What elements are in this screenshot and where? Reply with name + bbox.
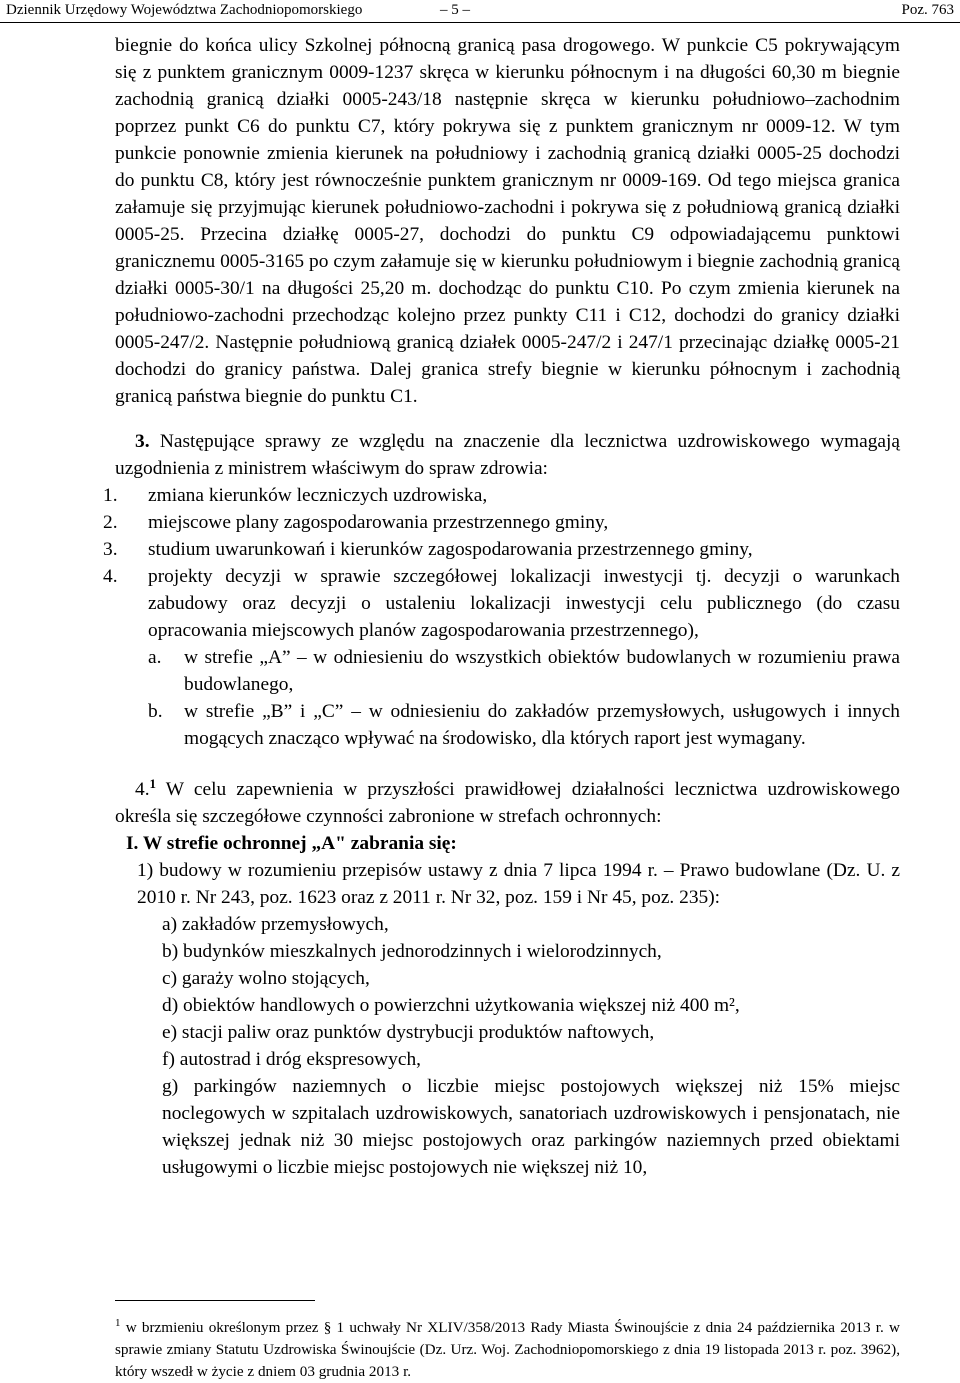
list-item: a) zakładów przemysłowych, — [162, 914, 389, 935]
item-letter: a. — [148, 647, 162, 668]
page-number: – 5 – — [440, 2, 470, 18]
section-4-number: 4. — [135, 779, 150, 800]
item-number: 2. — [103, 512, 118, 533]
list-item — [103, 482, 900, 509]
item-number: 4. — [103, 566, 118, 587]
item-number: 3. — [103, 539, 118, 560]
section-3-intro — [115, 428, 900, 482]
item-text: studium uwarunkowań i kierunków zagospodarowania przestrzennego gminy, — [148, 539, 753, 560]
document-body — [103, 32, 900, 1181]
position-number: Poz. 763 — [901, 2, 954, 18]
page-header — [0, 0, 960, 28]
continuation-paragraph: biegnie do końca ulicy Szkolnej północną granicą pasa drogowego. W punkcie C5 pokrywającym się z punktem granicznym 0009-1237 skręca w kierunku północnym i na długości 60,30 m biegnie zachodnią granicą działki 0005-243/18 następnie skręca w kierunku południowo–zachodnim poprzez punkt C6 do punktu C7, który pokrywa się z punktem granicznym nr 0009-12. W tym punkcie ponownie zmienia kierunek na południowy i zachodnią granicą działki 0005-25 dochodzi do punktu C8, który jest równocześnie punktem granicznym nr 0009-169. Od tego miejsca granica załamuje się przyjmując kierunek południowo-zachodni i pokrywa się z południową granicą działki 0005-25. Przecina działkę 0005-27, dochodzi do punktu C9 odpowiadającemu punktowi granicznemu 0005-3165 po czym załamuje się w kierunku południowym i biegnie zachodnią granicą działki 0005-30/1 na długości 25,20 m. dochodząc do punktu C10. Po czym zmienia kierunek na południowo-zachodni przechodząc kolejno przez punkty C11 i C12, dochodzi do granicy działki 0005-247/2. Następnie południową granicą działek 0005-247/2 i 247/1 przecinając działkę 0005-21 dochodzi do granicy państwa. Dalej granica strefy biegnie w kierunku północnym i zachodnią granicą państwa biegnie do punktu C1. — [115, 35, 900, 407]
section-3-sublist — [135, 644, 900, 752]
point-1: 1) budowy w rozumieniu przepisów ustawy z dnia 7 lipca 1994 r. – Prawo budowlane (Dz. U. z 2010 r. Nr 243, poz. 1623 oraz z 2011 r. Nr 32, poz. 159 i Nr 45, poz. 235): — [137, 860, 900, 908]
list-item: d) obiektów handlowych o powierzchni użytkowania większej niż 400 m², — [162, 995, 740, 1016]
footnote-mark: 1 — [115, 1317, 121, 1329]
footnote-text: w brzmieniu określonym przez § 1 uchwały Nr XLIV/358/2013 Rady Miasta Świnoujście z dnia 24 października 2013 r. w sprawie zmiany Statutu Uzdrowiska Świnoujście (Dz. Urz. Woj. Zachodniopomorskiego z dnia 19 listopada 2013 r. poz. 3962), który wszedł w życie z dniem 03 grudnia 2013 r. — [115, 1319, 900, 1380]
section-4-intro — [115, 770, 900, 830]
section-3-text: Następujące sprawy ze względu na znaczenie dla lecznictwa uzdrowiskowego wymagają uzgodnienia z ministrem właściwym do spraw zdrowia: — [115, 431, 900, 479]
item-number: 1. — [103, 485, 118, 506]
list-item: f) autostrad i dróg ekspresowych, — [162, 1049, 422, 1070]
list-item — [103, 563, 900, 752]
journal-title: Dziennik Urzędowy Województwa Zachodniopomorskiego — [6, 2, 363, 18]
list-item: g) parkingów naziemnych o liczbie miejsc postojowych większej niż 15% miejsc noclegowych w szpitalach uzdrowiskowych, sanatoriach uzdrowiskowych i pensjonatach, nie większej jednak niż 30 miejsc postojowych oraz parkingów naziemnych przed obiektami usługowymi o liczbie miejsc postojowych nie większej niż 10, — [162, 1076, 900, 1178]
list-item — [103, 536, 900, 563]
item-text: zmiana kierunków leczniczych uzdrowiska, — [148, 485, 488, 506]
item-text: projekty decyzji w sprawie szczegółowej lokalizacji inwestycji tj. decyzji o warunkach zabudowy oraz decyzji o ustaleniu lokalizacji inwestycji celu publicznego (do czasu opracowania miejscowych planów zagospodarowania przestrzennego), — [148, 566, 900, 641]
footnote-rule — [115, 1300, 315, 1301]
list-item: e) stacji paliw oraz punktów dystrybucji produktów naftowych, — [162, 1022, 655, 1043]
item-text: w strefie „B” i „C” – w odniesieniu do zakładów przemysłowych, usługowych i innych mogących znacząco wpływać na środowisko, dla których raport jest wymagany. — [184, 701, 900, 749]
header-rule — [0, 22, 960, 23]
item-text: miejscowe plany zagospodarowania przestrzennego gminy, — [148, 512, 609, 533]
section-4-text: W celu zapewnienia w przyszłości prawidłowej działalności lecznictwa uzdrowiskowego określa się szczegółowe czynności zabronione w strefach ochronnych: — [115, 779, 900, 827]
list-item: c) garaży wolno stojących, — [162, 968, 370, 989]
section-3-list — [103, 482, 900, 752]
list-item — [103, 509, 900, 536]
list-item — [135, 698, 900, 752]
item-text: w strefie „A” – w odniesieniu do wszystkich obiektów budowlanych w rozumieniu prawa budowlanego, — [184, 647, 900, 695]
item-letter: b. — [148, 701, 163, 722]
section-gap — [115, 752, 900, 770]
list-item — [135, 644, 900, 698]
section-3-number: 3. — [135, 431, 150, 452]
section-gap — [115, 410, 900, 428]
point-1-sublist — [115, 911, 900, 1181]
list-item: b) budynków mieszkalnych jednorodzinnych i wielorodzinnych, — [162, 941, 662, 962]
footnote-reference: 1 — [149, 776, 157, 791]
footnote — [115, 1312, 900, 1383]
zone-a-heading: I. W strefie ochronnej „A" zabrania się: — [126, 833, 457, 854]
